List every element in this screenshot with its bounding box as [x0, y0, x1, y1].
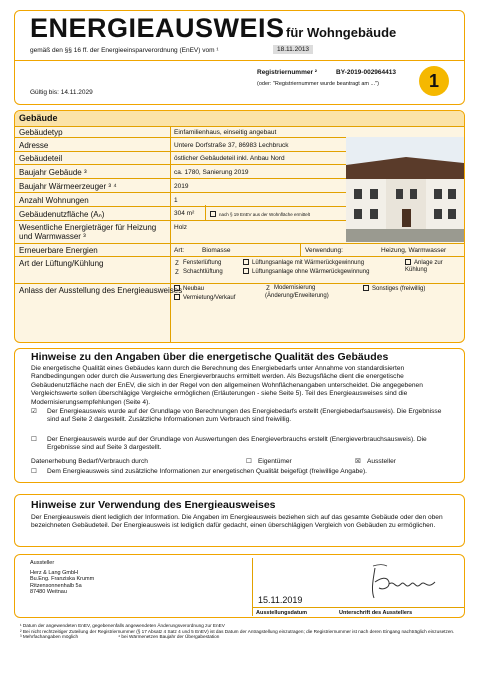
label-energy-carrier: Wesentliche Energieträger für Heizung und Warmwasser ³ — [19, 223, 157, 241]
label-dwelling-count: Anzahl Wohnungen — [19, 196, 89, 205]
issuer-line: Bu.Eng. Franziska Krumm — [30, 576, 95, 583]
reason-rental-checkbox — [174, 294, 180, 300]
label-address: Adresse — [19, 141, 49, 150]
row-divider — [15, 151, 346, 152]
row-divider — [15, 256, 464, 257]
ventilation-option-shaft[interactable] — [174, 268, 223, 277]
row-divider — [15, 126, 464, 127]
footnote-row — [20, 634, 466, 640]
registration-number: BY-2019-002964413 — [336, 69, 396, 76]
header-divider — [14, 60, 465, 61]
reason-new-label: Neubau — [183, 286, 205, 292]
issuer-line: Ritzensonnenhalb 5a — [30, 582, 82, 589]
ventilation-no-recovery-checkbox — [243, 268, 249, 274]
ventilation-shaft-label: Schachtlüftung — [183, 269, 223, 275]
document-title: ENERGIEAUSWEIS — [30, 13, 285, 43]
footnote-3: ³ Mehrfachangaben möglich — [20, 634, 79, 640]
reason-new-checkbox — [174, 285, 180, 291]
ventilation-shaft-mark: Z — [175, 270, 179, 276]
handwritten-signature — [365, 560, 445, 604]
value-usable-area: 304 m² — [174, 210, 195, 217]
ventilation-recovery-checkbox — [243, 259, 249, 265]
valid-until: Gültig bis: 14.11.2029 — [30, 89, 93, 96]
option-demand-text: Der Energieausweis wurde auf der Grundlage von Berechnungen des Energiebedarfs erstellt (Energiebedarfsausweis). Die Ergebnisse sind auf Seite 2 dargestellt. Zusätzliche Informationen zum Verbrauch sind freiwillig. — [47, 408, 442, 424]
ventilation-cooling-label: Anlage zur Kühlung — [405, 260, 443, 273]
reason-option-new[interactable] — [174, 285, 204, 293]
ventilation-option-window[interactable] — [174, 259, 221, 268]
ventilation-recovery-label: Lüftungsanlage mit Wärmerückgewinnung — [252, 260, 365, 266]
row-divider — [15, 192, 346, 193]
quality-hints-title: Hinweise zu den Angaben über die energetische Qualität des Gebäudes — [31, 351, 389, 363]
usage-hints-text: Der Energieausweis dient lediglich der Information. Die Angaben im Energieausweis beziehen sich auf das gesamte Gebäude oder den oben bezeichneten Gebäudeteil. Der Energieausweis ist lediglich dafür gedacht, einen überschlägigen Vergleich von Gebäuden zu ermöglichen. — [31, 514, 443, 530]
signature-label: Unterschrift des Ausstellers — [339, 610, 413, 616]
row-divider — [15, 206, 346, 207]
option-demand-mark[interactable]: ☑ — [31, 408, 37, 415]
additional-info-mark[interactable]: ☐ — [31, 468, 37, 475]
label-usable-area: Gebäudenutzfläche (Aₙ) — [19, 210, 105, 219]
label-issue-reason: Anlass der Ausstellung des Energieausweises — [19, 286, 183, 295]
quality-intro-text: Die energetische Qualität eines Gebäudes kann durch die Berechnung des Energiebedarfs unter Annahme von standardisierten Randbedingungen oder durch die Auswertung des Energieverbrauchs ermittelt werden. Als Bezugsfläche dient die energetische Gebäudenutzfläche nach der EnEV, die sich in der Regel von den allgemeinen Wohnflächenangaben unterscheidet. Die angegebenen Vergleichswerte sollen überschlägige Vergleiche ermöglichen (Erläuterungen - siehe Seite 5). Teil des Energieausweises sind die Modernisierungsempfehlungen (Seite 4). — [31, 365, 423, 406]
ventilation-option-cooling[interactable] — [405, 259, 461, 274]
footnote-2: ² Bei nicht rechtzeitiger Zuteilung der Registriernummer (§ 17 Absatz 4 Satz 4 und 5 EnEV) ist das Datum der Antragstellung einzutragen; die Registriernummer ist nach deren Eingang nachträglich einzusetzen. — [20, 628, 455, 634]
renewables-divider — [300, 243, 301, 256]
regulation-date: 18.11.2013 — [273, 45, 313, 54]
owner-mark[interactable]: ☐ — [246, 458, 252, 465]
value-building-part: östlicher Gebäudeteil inkl. Anbau Nord — [174, 155, 285, 162]
building-section-title: Gebäude — [19, 113, 58, 123]
ventilation-cooling-checkbox — [405, 259, 411, 265]
additional-info-text: Dem Energieausweis sind zusätzliche Informationen zur energetischen Qualität beigefügt (freiwillige Angabe). — [47, 468, 367, 475]
reason-option-other[interactable] — [363, 285, 425, 293]
reason-modernization-mark: Z — [266, 286, 270, 292]
column-divider — [170, 126, 171, 342]
label-year-built: Baujahr Gebäude ³ — [19, 168, 87, 177]
issuer-choice-label: Aussteller — [367, 458, 396, 465]
ventilation-no-recovery-label: Lüftungsanlage ohne Wärmerückgewinnung — [252, 269, 370, 275]
area-note-checkbox[interactable] — [210, 211, 216, 217]
ventilation-window-label: Fensterlüftung — [183, 260, 222, 266]
row-divider — [15, 137, 346, 138]
building-photo — [346, 137, 464, 242]
row-divider — [15, 164, 346, 165]
reason-option-modernization[interactable] — [265, 285, 345, 300]
value-building-type: Einfamilienhaus, einseitig angebaut — [174, 129, 277, 136]
renewables-use-value: Heizung, Warmwasser — [381, 247, 447, 254]
row-divider — [15, 243, 464, 244]
value-dwelling-count: 1 — [174, 197, 178, 204]
owner-label: Eigentümer — [258, 458, 292, 465]
value-year-built: ca. 1780, Sanierung 2019 — [174, 169, 249, 176]
row-divider — [15, 178, 346, 179]
issue-date-value: 15.11.2019 — [258, 595, 303, 605]
registration-note: (oder: "Registriernummer wurde beantragt am ...") — [257, 81, 379, 87]
label-building-part: Gebäudeteil — [19, 154, 63, 163]
label-renewables: Erneuerbare Energien — [19, 246, 98, 255]
signature-line — [252, 607, 464, 608]
area-note-text: nach § 19 EnEV aus der Wohnfläche ermittelt — [219, 212, 310, 217]
row-divider — [15, 220, 346, 221]
registration-label: Registriernummer ² — [257, 69, 317, 76]
ventilation-window-mark: Z — [175, 261, 179, 267]
reason-other-label: Sonstiges (freiwillig) — [372, 286, 426, 292]
area-note — [210, 211, 310, 218]
legal-basis-text: gemäß den §§ 16 ff. der Energieeinsparverordnung (EnEV) vom ¹ — [30, 47, 219, 54]
issuer-mark[interactable]: ☒ — [355, 458, 361, 465]
page-number-badge: 1 — [419, 66, 449, 96]
ventilation-option-recovery[interactable] — [243, 259, 364, 267]
renewables-use-label: Verwendung: — [305, 247, 343, 254]
issuer-line: Herz & Lang GmbH — [30, 570, 78, 576]
renewables-art-value: Biomasse — [202, 247, 231, 254]
label-building-type: Gebäudetyp — [19, 128, 63, 137]
reason-rental-label: Vermietung/Verkauf — [183, 295, 236, 301]
value-energy-carrier: Holz — [174, 224, 188, 231]
area-divider — [205, 205, 206, 220]
value-address: Untere Dorfstraße 37, 86983 Lechbruck — [174, 142, 289, 149]
footnote-1: ¹ Datum der angewendeten EnEV, gegebenenfalls angewendeten Änderungsverordnung zur EnEV — [20, 623, 225, 628]
option-consumption-mark[interactable]: ☐ — [31, 436, 37, 443]
issuer-label: Aussteller — [30, 560, 55, 566]
label-ventilation: Art der Lüftung/Kühlung — [19, 259, 104, 268]
row-divider — [15, 283, 464, 284]
issuer-address — [30, 570, 94, 596]
label-heater-year: Baujahr Wärmeerzeuger ³ ⁴ — [19, 182, 117, 191]
reason-other-checkbox — [363, 285, 369, 291]
document-subtitle: für Wohngebäude — [286, 25, 397, 40]
ventilation-option-no-recovery[interactable] — [243, 268, 369, 276]
issue-date-label: Ausstellungsdatum — [256, 610, 308, 616]
footnotes — [20, 623, 466, 640]
footnote-4: ⁴ bei Wärmenetzen Baujahr der Übergabestation — [118, 634, 220, 640]
renewables-art-label: Art: — [174, 247, 185, 254]
reason-option-rental[interactable] — [174, 294, 235, 302]
option-consumption-text: Der Energieausweis wurde auf der Grundlage von Auswertungen des Energieverbrauchs erstellt (Energieverbrauchsausweis). Die Ergebnisse sind auf Seite 3 dargestellt. — [47, 436, 427, 452]
reason-modernization-label: Modernisierung (Änderung/Erweiterung) — [265, 285, 329, 299]
data-collection-label: Datenerhebung Bedarf/Verbrauch durch — [31, 458, 148, 465]
issuer-line: 87480 Weitnau — [30, 589, 67, 596]
building-panel-header — [15, 111, 464, 127]
usage-hints-title: Hinweise zur Verwendung des Energieausweises — [31, 499, 276, 511]
value-heater-year: 2019 — [174, 183, 189, 190]
